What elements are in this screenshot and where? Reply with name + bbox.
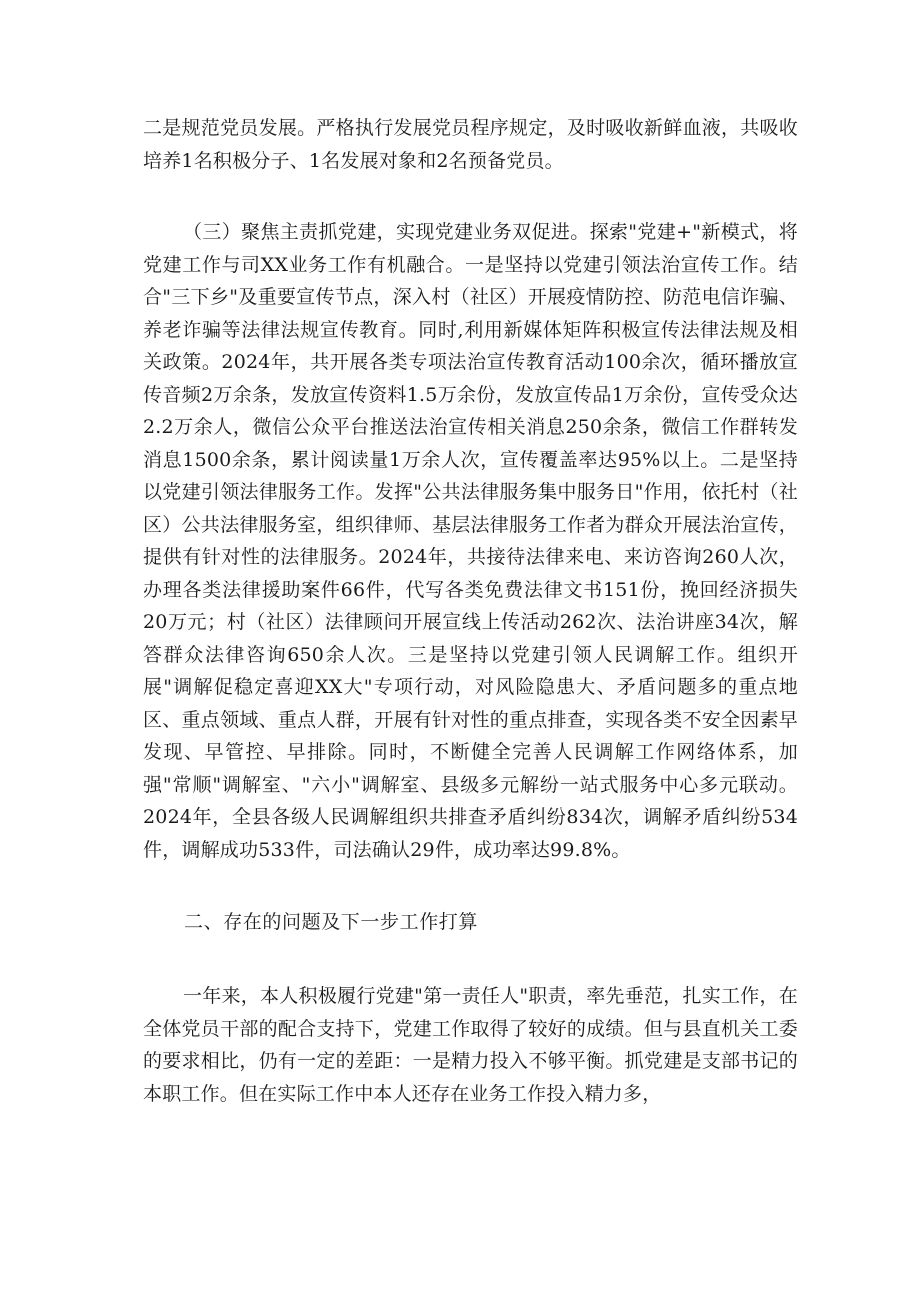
paragraph-problems: 一年来，本人积极履行党建"第一责任人"职责，率先垂范，扎实工作，在全体党员干部的配合支持下，党建工作取得了较好的成绩。但与县直机关工委的要求相比，仍有一定的差距：一是精力投入不够平衡。抓党建是支部书记的本职工作。但在实际工作中本人还存在业务工作投入精力多， [143,985,798,1105]
paragraph-party-member-development: 二是规范党员发展。严格执行发展党员程序规定，及时吸收新鲜血液，共吸收培养1名积极分子、1名发展对象和2名预备党员。 [143,117,798,172]
section-heading-problems: 二、存在的问题及下一步工作打算 [184,911,479,933]
paragraph-section-three: （三）聚焦主责抓党建，实现党建业务双促进。探索"党建+"新模式，将党建工作与司XX业务工作有机融合。一是坚持以党建引领法治宣传工作。结合"三下乡"及重要宣传节点，深入村（社区）开展疫情防控、防范电信诈骗、养老诈骗等法律法规宣传教育。同时,利用新媒体矩阵积极宣传法律法规及相关政策。2024年，共开展各类专项法治宣传教育活动100余次，循环播放宣传音频2万余条，发放宣传资料1.5万余份，发放宣传品1万余份，宣传受众达2.2万余人，微信公众平台推送法治宣传相关消息250余条，微信工作群转发消息1500余条，累计阅读量1万余人次，宣传覆盖率达95%以上。二是坚持以党建引领法律服务工作。发挥"公共法律服务集中服务日"作用，依托村（社区）公共法律服务室，组织律师、基层法律服务工作者为群众开展法治宣传，提供有针对性的法律服务。2024年，共接待法律来电、来访咨询260人次，办理各类法律援助案件66件，代写各类免费法律文书151份，挽回经济损失20万元；村（社区）法律顾问开展宣线上传活动262次、法治讲座34次，解答群众法律咨询650余人次。三是坚持以党建引领人民调解工作。组织开展"调解促稳定喜迎XX大"专项行动，对风险隐患大、矛盾问题多的重点地区、重点领域、重点人群，开展有针对性的重点排查，实现各类不安全因素早发现、早管控、早排除。同时，不断健全完善人民调解工作网络体系，加强"常顺"调解室、"六小"调解室、县级多元解纷一站式服务中心多元联动。2024年，全县各级人民调解组织共排查矛盾纠纷834次，调解矛盾纠纷534件，调解成功533件，司法确认29件，成功率达99.8%。 [143,221,798,861]
